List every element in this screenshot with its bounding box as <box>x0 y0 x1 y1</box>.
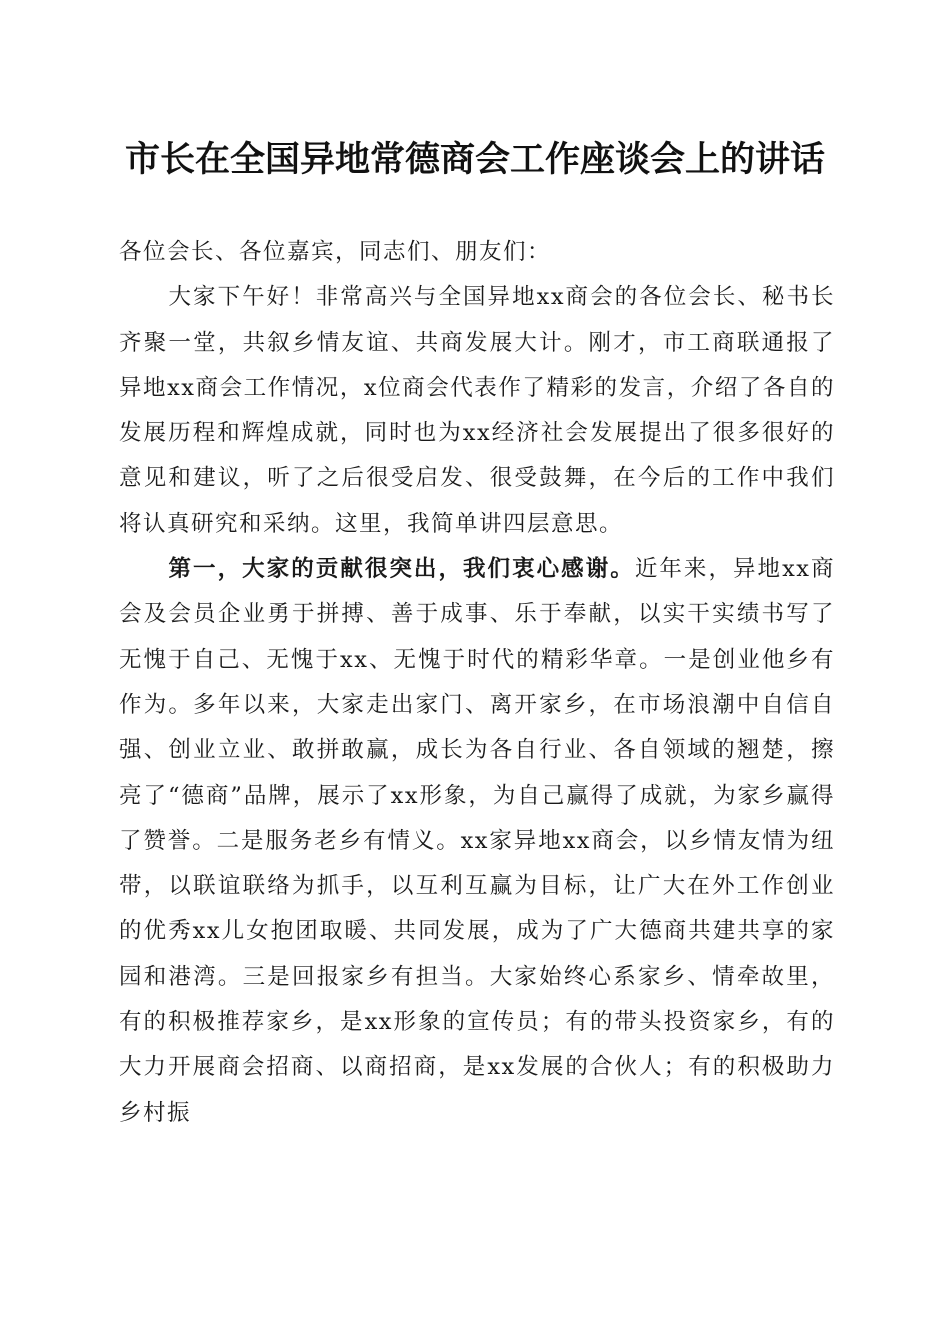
paragraph-heading: 第一，大家的贡献很突出，我们衷心感谢。 <box>168 556 635 583</box>
paragraph-text: 近年来，异地xx商会及会员企业勇于拼搏、善于成事、乐于奉献，以实干实绩书写了无愧于自己、无愧于xx、无愧于时代的精彩华章。一是创业他乡有作为。多年以来，大家走出家门、离开家乡，在市场浪潮中自信自强、创业立业、敢拼敢赢，成长为各自行业、各自领域的翘楚，擦亮了“德商”品牌，展示了xx形象，为自己赢得了成就，为家乡赢得了赞誉。二是服务老乡有情义。xx家异地xx商会，以乡情友情为纽带，以联谊联络为抓手，以互利互赢为目标，让广大在外工作创业的优秀xx儿女抱团取暖、共同发展，成为了广大德商共建共享的家园和港湾。三是回报家乡有担当。大家始终心系家乡、情牵故里，有的积极推荐家乡，是xx形象的宣传员；有的带头投资家乡，有的大力开展商会招商、以商招商，是xx发展的合伙人；有的积极助力乡村振 <box>119 556 835 1126</box>
speech-body <box>119 230 835 1136</box>
paragraph-first-point <box>119 547 835 1136</box>
page-title: 市长在全国异地常德商会工作座谈会上的讲话 <box>124 139 825 180</box>
salutation: 各位会长、各位嘉宾，同志们、朋友们： <box>119 239 552 265</box>
paragraph-opening: 大家下午好！非常高兴与全国异地xx商会的各位会长、秘书长齐聚一堂，共叙乡情友谊、共商发展大计。刚才，市工商联通报了异地xx商会工作情况，x位商会代表作了精彩的发言，介绍了各自的发展历程和辉煌成就，同时也为xx经济社会发展提出了很多很好的意见和建议，听了之后很受启发、很受鼓舞，在今后的工作中我们将认真研究和采纳。这里，我简单讲四层意思。 <box>119 284 835 537</box>
